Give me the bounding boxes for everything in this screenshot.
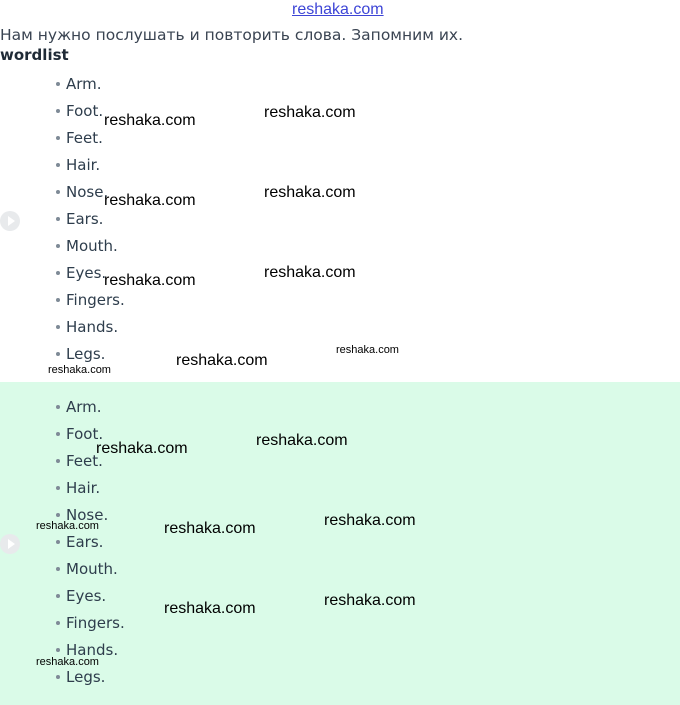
bullet-icon (56, 352, 60, 356)
list-item (56, 208, 125, 235)
audio-item-2[interactable] (0, 382, 680, 705)
list-item (56, 477, 125, 504)
word-label: Feet. (66, 129, 103, 147)
list-item (56, 289, 125, 316)
bullet-icon (56, 244, 60, 248)
word-label: Nose. (66, 183, 109, 201)
list-item (56, 154, 125, 181)
watermark: reshaka.com (324, 592, 416, 609)
word-label: Ears. (66, 210, 104, 228)
watermark: reshaka.com (164, 600, 256, 617)
watermark: reshaka.com (324, 512, 416, 529)
play-icon[interactable] (0, 534, 20, 554)
bullet-icon (56, 325, 60, 329)
word-label: Hands. (66, 318, 119, 336)
bullet-icon (56, 163, 60, 167)
word-label: Arm. (66, 398, 102, 416)
instruction-text: Нам нужно послушать и повторить слова. Запомним их. (0, 26, 463, 44)
word-label: Foot. (66, 102, 104, 120)
bullet-icon (56, 271, 60, 275)
word-label: Mouth. (66, 560, 118, 578)
site-header-link[interactable]: reshaka.com (292, 1, 384, 18)
word-label: Arm. (66, 75, 102, 93)
bullet-icon (56, 648, 60, 652)
word-label: Feet. (66, 452, 103, 470)
watermark: reshaka.com (256, 432, 348, 449)
list-item (56, 235, 125, 262)
word-label: Ears. (66, 533, 104, 551)
watermark: reshaka.com (264, 264, 356, 281)
watermark: reshaka.com (104, 192, 196, 209)
word-label: Nose. (66, 506, 109, 524)
word-label: Mouth. (66, 237, 118, 255)
play-icon[interactable] (0, 211, 20, 231)
watermark: reshaka.com (36, 656, 99, 668)
wordlist-heading: wordlist (0, 46, 69, 60)
list-item (56, 585, 125, 612)
word-label: Foot. (66, 425, 104, 443)
word-label: Hair. (66, 156, 101, 174)
bullet-icon (56, 675, 60, 679)
bullet-icon (56, 432, 60, 436)
word-label: Eyes. (66, 587, 107, 605)
bullet-icon (56, 621, 60, 625)
watermark: reshaka.com (48, 364, 111, 376)
watermark: reshaka.com (36, 520, 99, 532)
word-label: Eyes. (66, 264, 107, 282)
bullet-icon (56, 540, 60, 544)
word-label: Hands. (66, 641, 119, 659)
list-item (56, 127, 125, 154)
list-item (56, 612, 125, 639)
watermark: reshaka.com (104, 112, 196, 129)
word-label: Fingers. (66, 291, 125, 309)
watermark: reshaka.com (264, 184, 356, 201)
watermark: reshaka.com (164, 520, 256, 537)
bullet-icon (56, 594, 60, 598)
bullet-icon (56, 486, 60, 490)
bullet-icon (56, 567, 60, 571)
word-label: Hair. (66, 479, 101, 497)
list-item (56, 316, 125, 343)
list-item (56, 73, 125, 100)
bullet-icon (56, 82, 60, 86)
watermark: reshaka.com (264, 104, 356, 121)
watermark: reshaka.com (336, 344, 399, 356)
list-item (56, 531, 125, 558)
bullet-icon (56, 136, 60, 140)
list-item (56, 666, 125, 693)
list-item (56, 558, 125, 585)
word-label: Legs. (66, 345, 106, 363)
list-item (56, 396, 125, 423)
bullet-icon (56, 190, 60, 194)
watermark: reshaka.com (96, 440, 188, 457)
word-label: Legs. (66, 668, 106, 686)
word-label: Fingers. (66, 614, 125, 632)
watermark: reshaka.com (176, 352, 268, 369)
bullet-icon (56, 298, 60, 302)
bullet-icon (56, 109, 60, 113)
bullet-icon (56, 405, 60, 409)
watermark: reshaka.com (104, 272, 196, 289)
bullet-icon (56, 513, 60, 517)
bullet-icon (56, 217, 60, 221)
bullet-icon (56, 459, 60, 463)
